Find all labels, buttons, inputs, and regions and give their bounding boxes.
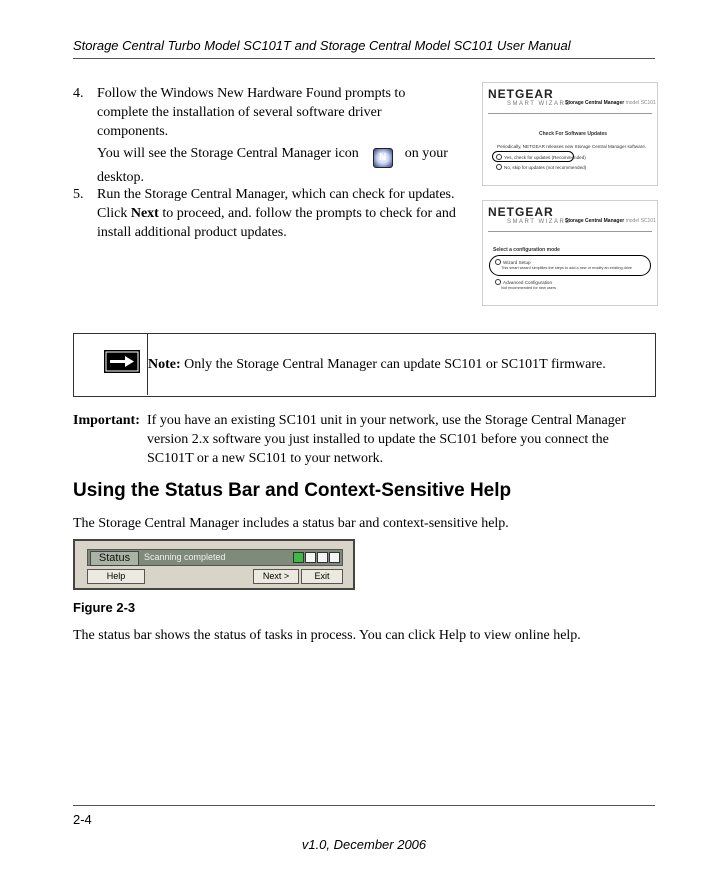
option-wizard-desc: This smart wizard simplifies the steps to add a new or modify an existing drive [501, 266, 632, 270]
subtext-before: You will see the Storage Central Manager icon [97, 146, 359, 161]
step-text [97, 185, 467, 242]
radio-icon [495, 259, 501, 265]
screen-heading: Select a configuration mode [493, 247, 560, 253]
next-button[interactable]: Next > [253, 569, 299, 584]
step-text: Follow the Windows New Hardware Found prompts to complete the installation of several software driver components. [97, 86, 406, 139]
product-title: Storage Central Manager model SC101 [565, 100, 656, 106]
screen-rule [488, 231, 652, 232]
note-text [148, 355, 606, 374]
screen-rule [488, 113, 652, 114]
step-text-part: Run the Storage Central Manager, which can check for updates. Click [97, 187, 455, 221]
step-number: 4. [73, 86, 84, 101]
closing-text: The status bar shows the status of tasks in process. You can click Help to view online help. [73, 628, 581, 643]
exit-button[interactable]: Exit [301, 569, 343, 584]
option-yes: Yes, check for updates (Recommended) [496, 154, 586, 160]
radio-icon [496, 164, 502, 170]
screen-heading: Check For Software Updates [539, 131, 608, 137]
config-mode-screenshot [482, 200, 658, 306]
screen-description: Periodically, NETGEAR releases new Storage Central Manager software. [497, 144, 647, 149]
option-advanced: Advanced Configuration [495, 279, 552, 285]
update-check-screenshot [482, 82, 658, 186]
status-bar-figure [73, 539, 355, 590]
radio-icon [495, 279, 501, 285]
status-label: Status [90, 551, 139, 566]
intro-text: The Storage Central Manager includes a status bar and context-sensitive help. [73, 516, 509, 531]
important-line: If you have an existing SC101 unit in your network, use the Storage Central Manager [147, 413, 626, 428]
storage-central-manager-icon: N [373, 148, 393, 168]
important-label: Important: [73, 413, 140, 428]
progress-led [305, 552, 316, 563]
important-line: SC101T or a new SC101 to your network. [147, 451, 384, 466]
help-button[interactable]: Help [87, 569, 145, 584]
progress-led [317, 552, 328, 563]
netgear-logo: NETGEAR [488, 87, 554, 101]
step-number: 5. [73, 187, 84, 202]
radio-icon [496, 154, 502, 160]
option-no: No, skip for updates (not recommended) [496, 164, 586, 170]
version-footer: v1.0, December 2006 [301, 837, 427, 852]
next-keyword: Next [130, 206, 159, 221]
note-body: Only the Storage Central Manager can update SC101 or SC101T firmware. [180, 357, 606, 372]
option-wizard: Wizard Setup [495, 259, 531, 265]
note-arrow-icon [104, 350, 140, 373]
status-field [87, 549, 343, 566]
step-subtext [97, 144, 467, 187]
smart-wizard-label: SMART WIZARD [507, 219, 572, 225]
option-advanced-desc: Not recommended for new users [501, 286, 557, 290]
netgear-logo: NETGEAR [488, 205, 554, 219]
status-message: Scanning completed [144, 552, 226, 562]
subtext-after: on your desktop. [97, 146, 448, 185]
figure-label: Figure 2-3 [73, 600, 136, 615]
product-title: Storage Central Manager model SC101 [565, 218, 656, 224]
page-number: 2-4 [73, 812, 92, 827]
step-text-part: to proceed, and. follow the prompts to check for and install additional product updates. [97, 206, 456, 240]
progress-led [329, 552, 340, 563]
footer-rule [73, 805, 655, 806]
smart-wizard-label: SMART WIZARD [507, 101, 572, 107]
note-label: Note: [148, 357, 181, 372]
section-title: Using the Status Bar and Context-Sensitive Help [73, 480, 512, 501]
important-line: version 2.x software you just installed to update the SC101 before you connect the [147, 432, 609, 447]
progress-led [293, 552, 304, 563]
running-header: Storage Central Turbo Model SC101T and Storage Central Model SC101 User Manual [73, 38, 571, 53]
header-rule [73, 58, 655, 59]
